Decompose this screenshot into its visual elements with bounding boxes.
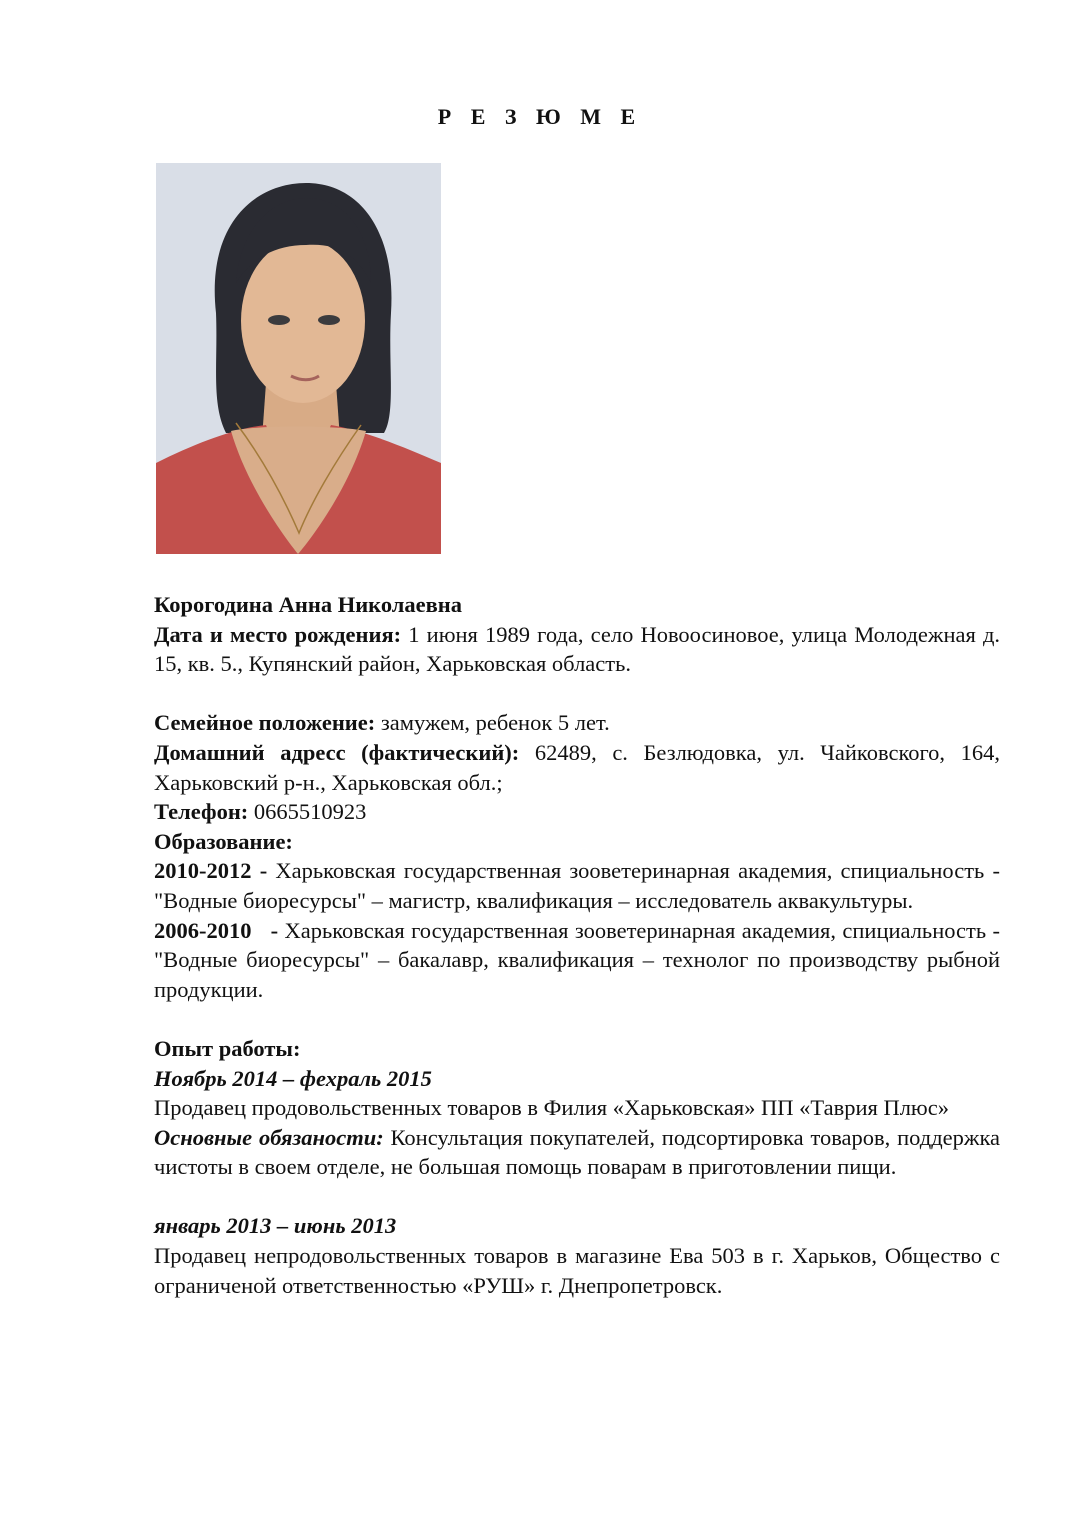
- marital-value: замужем, ребенок 5 лет.: [380, 710, 610, 736]
- birth-value: 1 июня 1989 года, село Новоосиновое, улица Молодежная д. 15, кв. 5., Купянский район, Харьковская область.: [154, 621, 1001, 677]
- education-years: 2010-2012 -: [154, 858, 268, 884]
- full-name: Корогодина Анна Николаевна: [154, 592, 463, 617]
- education-item: [154, 916, 1000, 1005]
- phone-label: Телефон:: [154, 799, 249, 825]
- education-text: Харьковская государственная зооветеринарная академия, спициальность -"Водные биоресурсы" – бакалавр, квалификация – технолог по производству рыбной продукции.: [154, 917, 1000, 1002]
- address-label: Домашний адресс (фактический):: [154, 739, 520, 765]
- resume-body: [154, 590, 1000, 1300]
- birth-info: [154, 620, 1000, 679]
- portrait-photo: [156, 163, 441, 554]
- job-period: Ноябрь 2014 – фехраль 2015: [154, 1065, 432, 1091]
- job-period: январь 2013 – июнь 2013: [154, 1213, 397, 1239]
- job-position: Продавец продовольственных товаров в Филия «Харьковская» ПП «Таврия Плюс»: [154, 1095, 949, 1121]
- duties-label: Основные обязаности:: [154, 1124, 384, 1150]
- marital-label: Семейное положение:: [154, 710, 376, 736]
- job-duties: [154, 1123, 1000, 1182]
- address-value: 62489, с. Безлюдовка, ул. Чайковского, 164, Харьковский р-н., Харьковская обл.;: [154, 739, 1000, 795]
- experience-heading: Опыт работы:: [154, 1035, 301, 1061]
- home-address: [154, 738, 1000, 797]
- birth-label: Дата и место рождения:: [154, 621, 402, 647]
- job-position: Продавец непродовольственных товаров в магазине Ева 503 в г. Харьков, Общество с ограниченой ответственностью «РУШ» г. Днепропетровск.: [154, 1243, 1000, 1298]
- duties-text: Консультация покупателей, подсортировка товаров, поддержка чистоты в своем отделе, не большая помощь поварам в приготовлении пищи.: [154, 1124, 1001, 1180]
- education-text: Харьковская государственная зооветеринарная академия, спициальность -"Водные биоресурсы" – магистр, квалификация – исследователь аквакультуры.: [154, 858, 1000, 913]
- marital-status: [154, 708, 1000, 738]
- resume-title: Р Е З Ю М Е: [437, 104, 643, 129]
- education-heading: Образование:: [154, 828, 293, 854]
- phone-value: 0665510923: [253, 799, 367, 825]
- education-item: [154, 856, 1000, 915]
- portrait-image: [156, 163, 441, 554]
- education-years: 2006-2010 -: [154, 917, 279, 943]
- phone: [154, 797, 1000, 827]
